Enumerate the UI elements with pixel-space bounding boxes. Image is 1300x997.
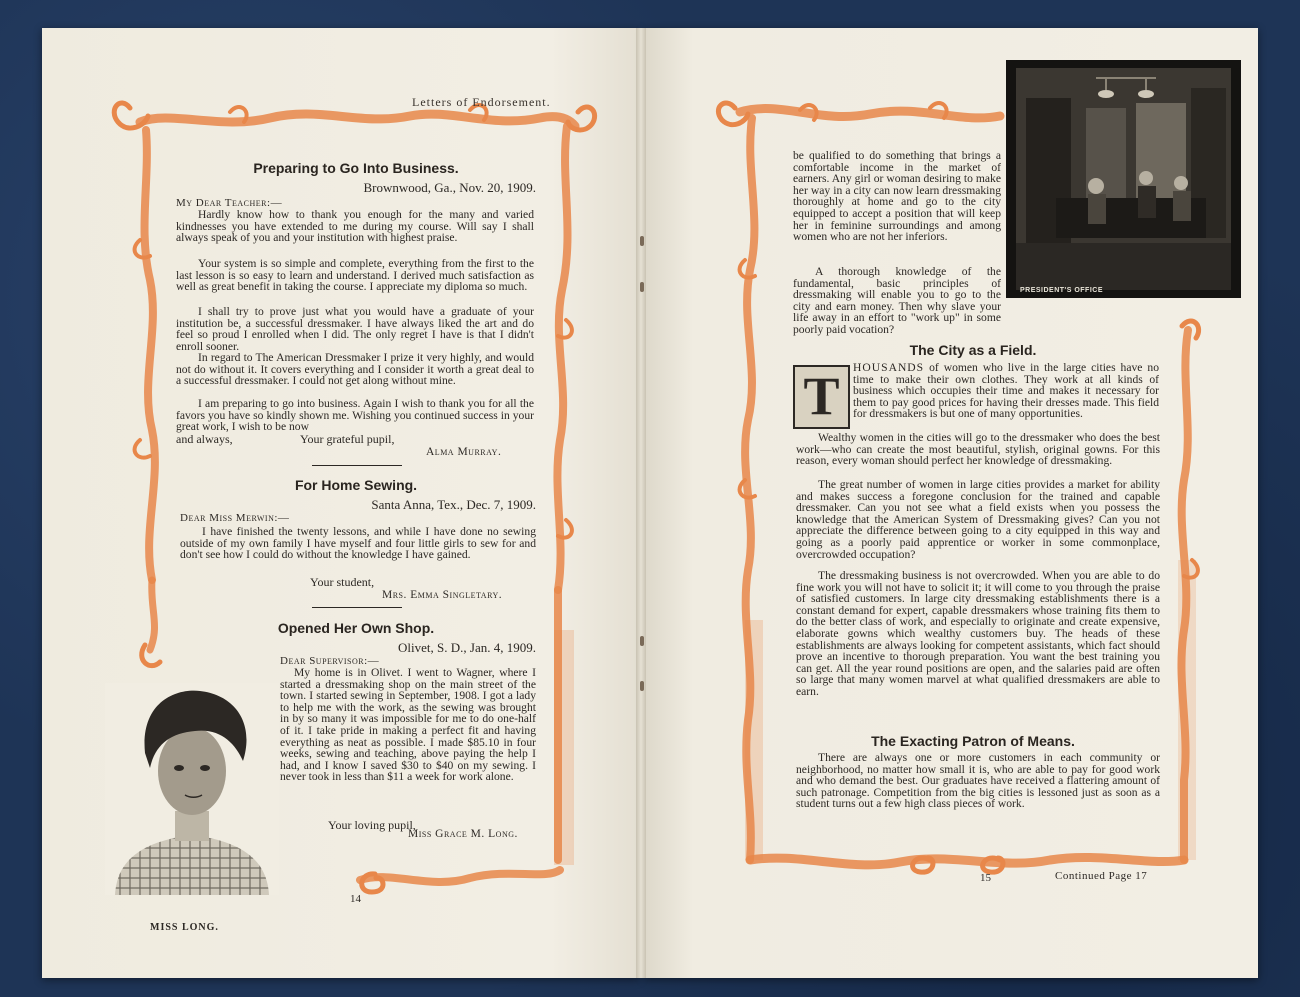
letter3-signature: Miss Grace M. Long. <box>408 828 518 840</box>
binding-stitch <box>640 681 644 691</box>
section1-paragraph-1: of women who live in the large cities have no time to make their own clothes. They work at all kinds of business which occupies their time and makes it necessary for them to pay good prices for having their dresses made. This field for dressmakers is but one of many opportunities. <box>853 361 1159 421</box>
section1-paragraph-2: Wealthy women in the cities will go to the dressmaker who does the best work—who can create the most beautiful, stylish, original gowns. For this reason, every woman should perfect her knowledge of dressmaking. <box>796 431 1160 468</box>
divider <box>312 607 402 608</box>
binding-stitch <box>640 636 644 646</box>
letter2-place-date: Santa Anna, Tex., Dec. 7, 1909. <box>371 497 536 512</box>
office-scene <box>1016 68 1231 290</box>
letter2-signature: Mrs. Emma Singletary. <box>382 589 503 601</box>
decorative-dropcap: T <box>793 365 850 429</box>
letter3-salutation: Dear Supervisor:— <box>280 655 380 667</box>
photo-caption: PRESIDENT'S OFFICE <box>1020 287 1104 294</box>
letter1-title: Preparing to Go Into Business. <box>253 160 459 176</box>
letter1-salutation: My Dear Teacher:— <box>176 197 283 209</box>
section-title-city-as-field: The City as a Field. <box>909 342 1037 358</box>
divider <box>312 465 402 466</box>
presidents-office-photo <box>1006 60 1241 298</box>
letter2-title: For Home Sewing. <box>294 477 418 493</box>
letter1-paragraph-3: I shall try to prove just what you would have a graduate of your institution be, a successful dressmaker. I have always liked the art and do feel so proud I enrolled when I did. The only regret I have is that I didn't enroll sooner. <box>176 305 534 353</box>
book-gutter <box>636 28 646 978</box>
binding-stitch <box>640 282 644 292</box>
page-number-right: 15 <box>980 872 991 884</box>
section1-first-paragraph <box>853 362 1159 420</box>
section2-paragraph: There are always one or more customers in each community or neighborhood, no matter how small it is, who are able to pay for good work and who demand the best. Our graduates have received a flattering amount of such patronage. Competition from the big cities is lessoned just as soon as a student turns out a few high class pieces of work. <box>796 751 1160 811</box>
letter1-closing: Your grateful pupil, <box>300 432 395 446</box>
intro-paragraph-2: A thorough knowledge of the fundamental, basic principles of dressmaking will enable you to go to the city and earn money. Then why slave your life away in an effort to "work up" in some poorly paid vocation? <box>793 265 1001 336</box>
letter2-salutation: Dear Miss Merwin:— <box>180 512 290 524</box>
letter3-place-date: Olivet, S. D., Jan. 4, 1909. <box>398 640 536 655</box>
letter1-paragraph-4: In regard to The American Dressmaker I prize it very highly, and would not do without it. It covers everything and I consider it worth a great deal to a successful dressmaker. I could not get along without mine. <box>176 351 534 388</box>
section1-paragraph-4: The dressmaking business is not overcrowded. When you are able to do fine work you will not have to solicit it; it will come to you through the praise of satisfied customers. In large city dressmaking establishments there is a constant demand for expert, capable dressmakers whose training fits them to do the better class of work, and especially to originate and create expensive, elaborate gowns which wealthy customers buy. The heads of these establishments are always looking for competent assistants, which fact should prove an incentive to thorough preparation. You want the best training you can get. All the year round positions are open, and the salaries paid are often so large that many women marvel at what qualified dressmakers are able to earn. <box>796 569 1160 698</box>
portrait-miss-long <box>105 683 279 895</box>
letter3-title: Opened Her Own Shop. <box>277 620 435 636</box>
intro-paragraph: be qualified to do something that brings a comfortable income in the market of earners. Any girl or woman desiring to make her way in a city can now learn dressmaking thoroughly at home and go to the city equipped to accept a position that will keep her in feminine surroundings and among women who are not her inferiors. <box>793 149 1001 244</box>
letter1-signature: Alma Murray. <box>426 446 502 458</box>
letter1-paragraph-2: Your system is so simple and complete, everything from the first to the last lesson is so easy to learn and understand. I derived much satisfaction as well as great benefit in taking the course. I appreciate my diploma so much. <box>176 257 534 294</box>
letter1-paragraph-1: Hardly know how to thank you enough for the many and varied kindnesses you have extended to me during my course. Will say I shall always speak of you and your institution with highest praise. <box>176 208 534 245</box>
continued-note: Continued Page 17 <box>1055 870 1148 882</box>
letter3-closing: Your loving pupil, <box>328 818 416 832</box>
portrait-caption: MISS LONG. <box>150 922 219 933</box>
section-title-exacting-patron: The Exacting Patron of Means. <box>871 733 1075 749</box>
letter3-paragraph: My home is in Olivet. I went to Wagner, where I started a dressmaking shop on the main street of the town. I started sewing in September, 1908. I got a lady to help me with the work, as the sewing was brought in by so many it was impossible for me to do one-half of it. I take pride in making a perfect fit and having everything as neat as possible. I made $85.10 in four weeks, sewing and teaching, above paying the help I had, and I know I saved $30 to $40 on my sewing. I never took in less than $11 a week for work alone. <box>280 666 536 784</box>
page-number-left: 14 <box>350 893 361 905</box>
dropcap-continuation: HOUSANDS <box>853 361 925 374</box>
section1-paragraph-3: The great number of women in large cities provides a market for ability and makes success a foregone conclusion for the trained and capable dressmaker. Can you not see what a field exists when you possess the knowledge that the American System of Dressmaking gives? Can you not appreciate the difference between going to a city equipped in this way and going as a poorly paid apprentice or worker in some commonplace, overcrowded occupation? <box>796 478 1160 561</box>
letter1-place-date: Brownwood, Ga., Nov. 20, 1909. <box>363 180 536 195</box>
letter1-closing-and-always: and always, <box>176 432 233 446</box>
letter2-closing: Your student, <box>310 575 375 589</box>
letter2-paragraph: I have finished the twenty lessons, and while I have done no sewing outside of my own family I have myself and four little girls to sew for and don't see how I could do without the knowledge I have gained. <box>180 525 536 562</box>
running-head: Letters of Endorsement. <box>412 95 551 109</box>
binding-stitch <box>640 236 644 246</box>
letter1-paragraph-5: I am preparing to go into business. Again I wish to thank you for all the favors you have so kindly shown me. Wishing you continued success in your great work, I wish to be now <box>176 397 534 434</box>
